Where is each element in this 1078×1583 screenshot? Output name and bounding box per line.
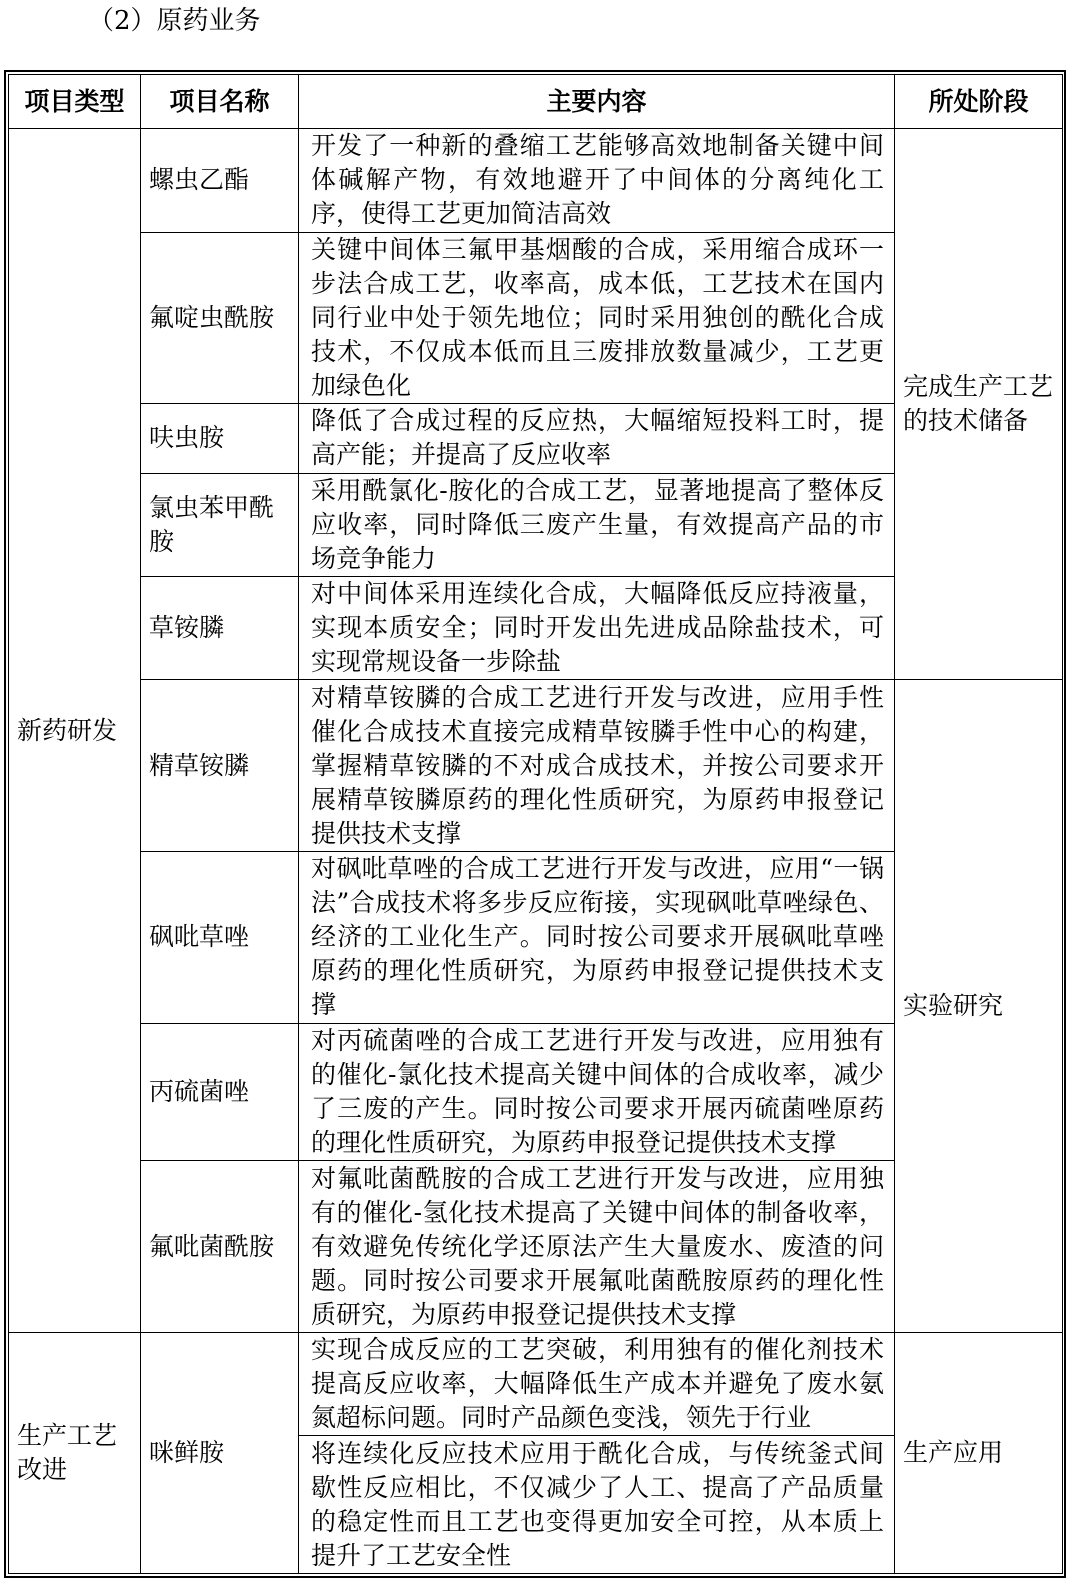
header-content: 主要内容 [299,75,895,129]
project-table [8,74,1063,1574]
name-cell: 咪鲜胺 [141,1332,299,1573]
content-cell: 将连续化反应技术应用于酰化合成，与传统釜式间歇性反应相比，不仅减少了人工、提高了产品质量的稳定性而且工艺也变得更加安全可控，从本质上提升了工艺安全性 [299,1436,895,1574]
type-cell-new-drug: 新药研发 [9,129,141,1333]
content-cell: 降低了合成过程的反应热，大幅缩短投料工时，提高产能；并提高了反应收率 [299,404,895,473]
header-type: 项目类型 [9,75,141,129]
table-header-row [9,75,1063,129]
table-frame [4,70,1066,1578]
content-cell: 对中间体采用连续化合成，大幅降低反应持液量，实现本质安全；同时开发出先进成品除盐技术，可实现常规设备一步除盐 [299,576,895,679]
content-cell: 实现合成反应的工艺突破，利用独有的催化剂技术提高反应收率，大幅降低生产成本并避免了废水氨氮超标问题。同时产品颜色变浅，领先于行业 [299,1332,895,1435]
content-cell: 开发了一种新的叠缩工艺能够高效地制备关键中间体碱解产物，有效地避开了中间体的分离纯化工序，使得工艺更加简洁高效 [299,129,895,232]
name-cell: 草铵膦 [141,576,299,679]
header-stage: 所处阶段 [895,75,1063,129]
name-cell: 氟吡菌酰胺 [141,1161,299,1333]
name-cell: 丙硫菌唑 [141,1023,299,1161]
name-cell: 呋虫胺 [141,404,299,473]
stage-cell-reserve: 完成生产工艺的技术储备 [895,129,1063,680]
name-cell: 精草铵膦 [141,680,299,852]
name-cell: 氟啶虫酰胺 [141,232,299,404]
type-cell-process: 生产工艺改进 [9,1332,141,1573]
stage-cell-production: 生产应用 [895,1332,1063,1573]
header-name: 项目名称 [141,75,299,129]
content-cell: 对砜吡草唑的合成工艺进行开发与改进，应用“一锅法”合成技术将多步反应衔接，实现砜吡草唑绿色、经济的工业化生产。同时按公司要求开展砜吡草唑原药的理化性质研究，为原药申报登记提供技术支撑 [299,852,895,1024]
content-cell: 对丙硫菌唑的合成工艺进行开发与改进，应用独有的催化-氯化技术提高关键中间体的合成收率，减少了三废的产生。同时按公司要求开展丙硫菌唑原药的理化性质研究，为原药申报登记提供技术支撑 [299,1023,895,1161]
content-cell: 采用酰氯化-胺化的合成工艺，显著地提高了整体反应收率，同时降低三废产生量，有效提高产品的市场竞争能力 [299,473,895,576]
name-cell: 螺虫乙酯 [141,129,299,232]
name-cell: 氯虫苯甲酰胺 [141,473,299,576]
table-row [9,680,1063,852]
content-cell: 对精草铵膦的合成工艺进行开发与改进，应用手性催化合成技术直接完成精草铵膦手性中心的构建，掌握精草铵膦的不对成合成技术，并按公司要求开展精草铵膦原药的理化性质研究，为原药申报登记提供技术支撑 [299,680,895,852]
stage-cell-research: 实验研究 [895,680,1063,1333]
content-cell: 对氟吡菌酰胺的合成工艺进行开发与改进，应用独有的催化-氢化技术提高了关键中间体的制备收率，有效避免传统化学还原法产生大量废水、废渣的问题。同时按公司要求开展氟吡菌酰胺原药的理化性质研究，为原药申报登记提供技术支撑 [299,1161,895,1333]
name-cell: 砜吡草唑 [141,852,299,1024]
section-heading: （2）原药业务 [88,6,261,36]
table-row [9,129,1063,232]
table-row [9,1332,1063,1435]
content-cell: 关键中间体三氟甲基烟酸的合成，采用缩合成环一步法合成工艺，收率高，成本低，工艺技术在国内同行业中处于领先地位；同时采用独创的酰化合成技术，不仅成本低而且三废排放数量减少，工艺更加绿色化 [299,232,895,404]
